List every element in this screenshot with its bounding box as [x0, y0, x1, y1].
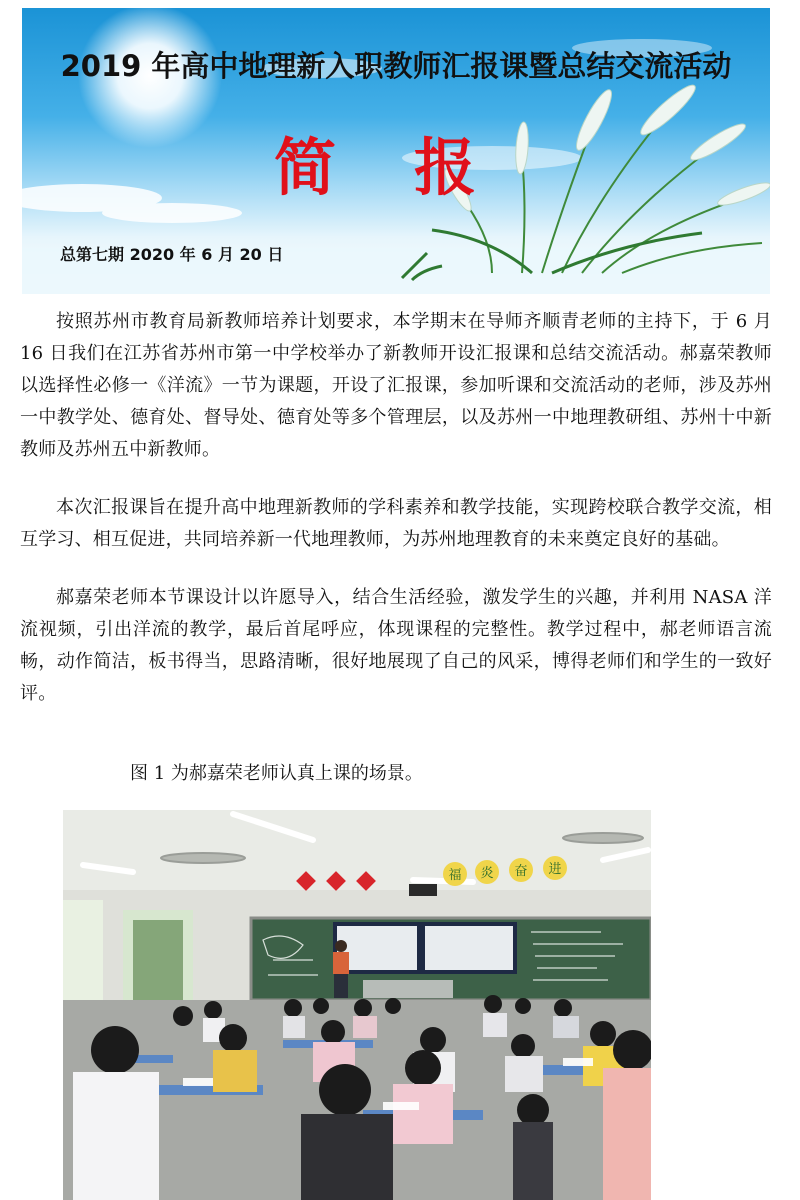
banner-subtitle: 简报 — [274, 131, 555, 204]
header-banner — [22, 8, 770, 294]
article-body — [20, 306, 772, 710]
banner-char-2: 炎 — [480, 866, 494, 881]
banner-char-1: 福 — [448, 868, 462, 883]
paragraph-3: 郝嘉荣老师本节课设计以许愿导入，结合生活经验，激发学生的兴趣，并利用 NASA 洋流视频，引出洋流的教学，最后首尾呼应，体现课程的完整性。教学过程中，郝老师语言流畅，动作简洁，板书得当，思路清晰，很好地展现了自己的风采，博得老师们和学生的一致好评。 — [20, 587, 772, 704]
paragraph-2: 本次汇报课旨在提升高中地理新教师的学科素养和教学技能，实现跨校联合教学交流，相互学习、相互促进，共同培养新一代地理教师，为苏州地理教育的未来奠定良好的基础。 — [20, 497, 772, 550]
classroom-photo — [63, 810, 651, 1200]
paragraph-1: 按照苏州市教育局新教师培养计划要求，本学期末在导师齐顺青老师的主持下，于 6 月 16 日我们在江苏省苏州市第一中学校举办了新教师开设汇报课和总结交流活动。郝嘉荣教师以选择性必修一《洋流》一节为课题，开设了汇报课，参加听课和交流活动的老师，涉及苏州一中教学处、德育处、督导处、德育处等多个管理层，以及苏州一中地理教研组、苏州十中新教师及苏州五中新教师。 — [20, 311, 772, 460]
banner-title: 2019 年高中地理新入职教师汇报课暨总结交流活动 — [60, 49, 732, 83]
figure-caption: 图 1 为郝嘉荣老师认真上课的场景。 — [130, 763, 423, 784]
banner-char-3: 奋 — [514, 864, 528, 879]
issue-date-line: 总第七期 2020 年 6 月 20 日 — [60, 245, 284, 264]
classroom-photo-illustration — [63, 810, 651, 1200]
banner-char-4: 进 — [548, 862, 562, 877]
